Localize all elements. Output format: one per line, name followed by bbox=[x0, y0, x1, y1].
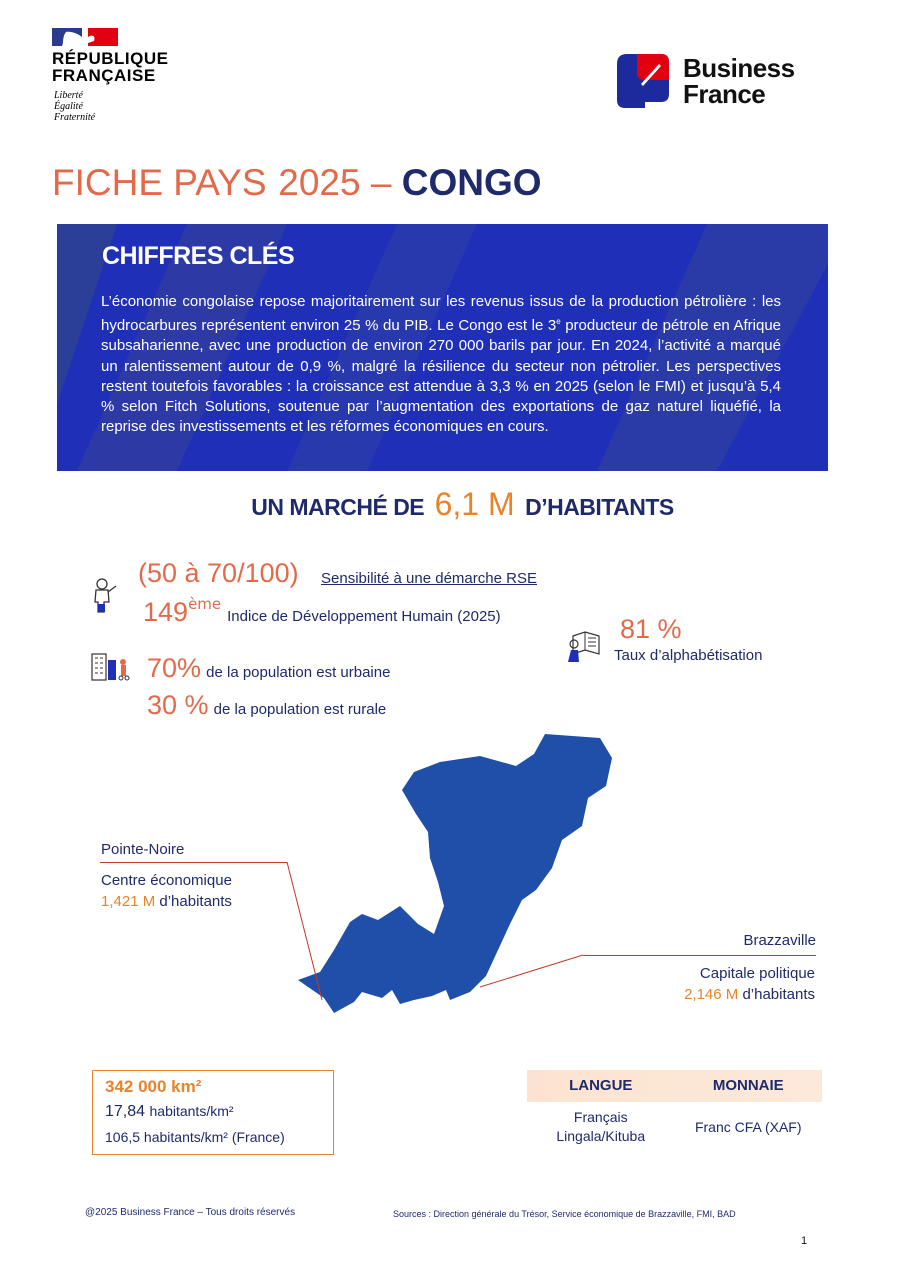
key-figures-heading: CHIFFRES CLÉS bbox=[102, 242, 295, 270]
republique-motto: Liberté Égalité Fraternité bbox=[54, 90, 96, 123]
rse-sensitivity-value: (50 à 70/100) bbox=[138, 558, 299, 588]
person-thinking-icon bbox=[90, 576, 122, 614]
area-km2: 342 000 km² bbox=[105, 1077, 202, 1096]
brazzaville-rule bbox=[583, 955, 816, 956]
city-buildings-icon bbox=[90, 652, 134, 682]
pointe-noire-rule bbox=[100, 862, 287, 863]
area-density-box bbox=[92, 1070, 334, 1155]
header-langue: LANGUE bbox=[569, 1077, 633, 1094]
pointe-noire-role: Centre économique bbox=[101, 872, 232, 889]
reading-book-icon bbox=[565, 630, 603, 664]
language-currency-table bbox=[527, 1070, 822, 1146]
literacy-value: 81 % bbox=[620, 614, 682, 644]
key-figures-panel bbox=[57, 224, 828, 471]
page-number: 1 bbox=[801, 1235, 808, 1247]
urban-population bbox=[147, 653, 390, 684]
title-fiche-pays: FICHE PAYS bbox=[52, 162, 267, 203]
urban-label: de la population est urbaine bbox=[206, 664, 391, 681]
marianne-logo bbox=[52, 28, 118, 46]
cell-monnaie: Franc CFA (XAF) bbox=[694, 1119, 802, 1135]
rural-value: 30 % bbox=[147, 690, 209, 720]
header-monnaie: MONNAIE bbox=[712, 1077, 784, 1094]
page-title bbox=[52, 160, 542, 206]
market-suffix: D’HABITANTS bbox=[525, 494, 674, 520]
market-heading bbox=[0, 486, 900, 523]
brazzaville-pop: 2,146 M bbox=[684, 986, 739, 1003]
idh-label: Indice de Développement Humain (2025) bbox=[227, 608, 501, 625]
business-france-wordmark: Business France bbox=[683, 53, 795, 109]
key-figures-text: L’économie congolaise repose majoritairement sur les revenus issus de la production pétrolière : les hydrocarbures représentent environ 25 % du PIB. Le Congo est le 3e producteur de pétrole en Afrique subsaharienne, avec une production de environ 270 000 barils par jour. En 2024, l’activité a marqué un ralentissement autour de 0,9 %, malgré la résilience du secteur non pétrolier. Les perspectives restent toutefois favorables : la croissance est attendue à 3,3 % en 2025 (selon le FMI) et jusqu’à 5,4 % selon Fitch Solutions, soutenue par l’augmentation des exportations de gaz naturel liquéfié, la reprise des investissements et les réformes économiques en cours. bbox=[101, 293, 781, 436]
rse-sensitivity-label: Sensibilité à une démarche RSE bbox=[321, 570, 537, 587]
pointe-noire-name: Pointe-Noire bbox=[101, 841, 185, 858]
market-population-value: 6,1 M bbox=[434, 486, 515, 522]
rural-population bbox=[147, 690, 386, 721]
rural-label: de la population est rurale bbox=[213, 701, 387, 718]
literacy-label: Taux d’alphabétisation bbox=[614, 647, 763, 664]
brazzaville-name: Brazzaville bbox=[743, 932, 816, 949]
idh-rank bbox=[143, 597, 501, 628]
density-france: 106,5 habitants/km² (France) bbox=[105, 1129, 285, 1145]
brazzaville-role: Capitale politique bbox=[699, 965, 815, 982]
title-year: 2025 – bbox=[278, 162, 402, 203]
business-france-logo-icon bbox=[615, 50, 673, 112]
idh-suffix: ème bbox=[188, 595, 222, 613]
footer-copyright: @2025 Business France – Tous droits réservés bbox=[85, 1207, 296, 1218]
market-prefix: UN MARCHÉ DE bbox=[251, 494, 425, 520]
urban-value: 70% bbox=[147, 653, 202, 683]
pointe-noire-info: Centre économique 1,421 M d’habitants bbox=[101, 872, 232, 910]
density-congo: 17,84 habitants/km² bbox=[105, 1103, 234, 1120]
republique-francaise-title: RÉPUBLIQUE FRANÇAISE bbox=[52, 49, 169, 85]
footer-sources: Sources : Direction générale du Trésor, Service économique de Brazzaville, FMI, BAD bbox=[393, 1209, 736, 1219]
cell-langue: Français Lingala/Kituba bbox=[556, 1109, 646, 1144]
pointe-noire-pop: 1,421 M bbox=[101, 893, 156, 910]
idh-value: 149 bbox=[143, 597, 189, 627]
brazzaville-info: Capitale politique 2,146 M d’habitants bbox=[600, 963, 815, 1005]
title-country: CONGO bbox=[401, 162, 542, 203]
